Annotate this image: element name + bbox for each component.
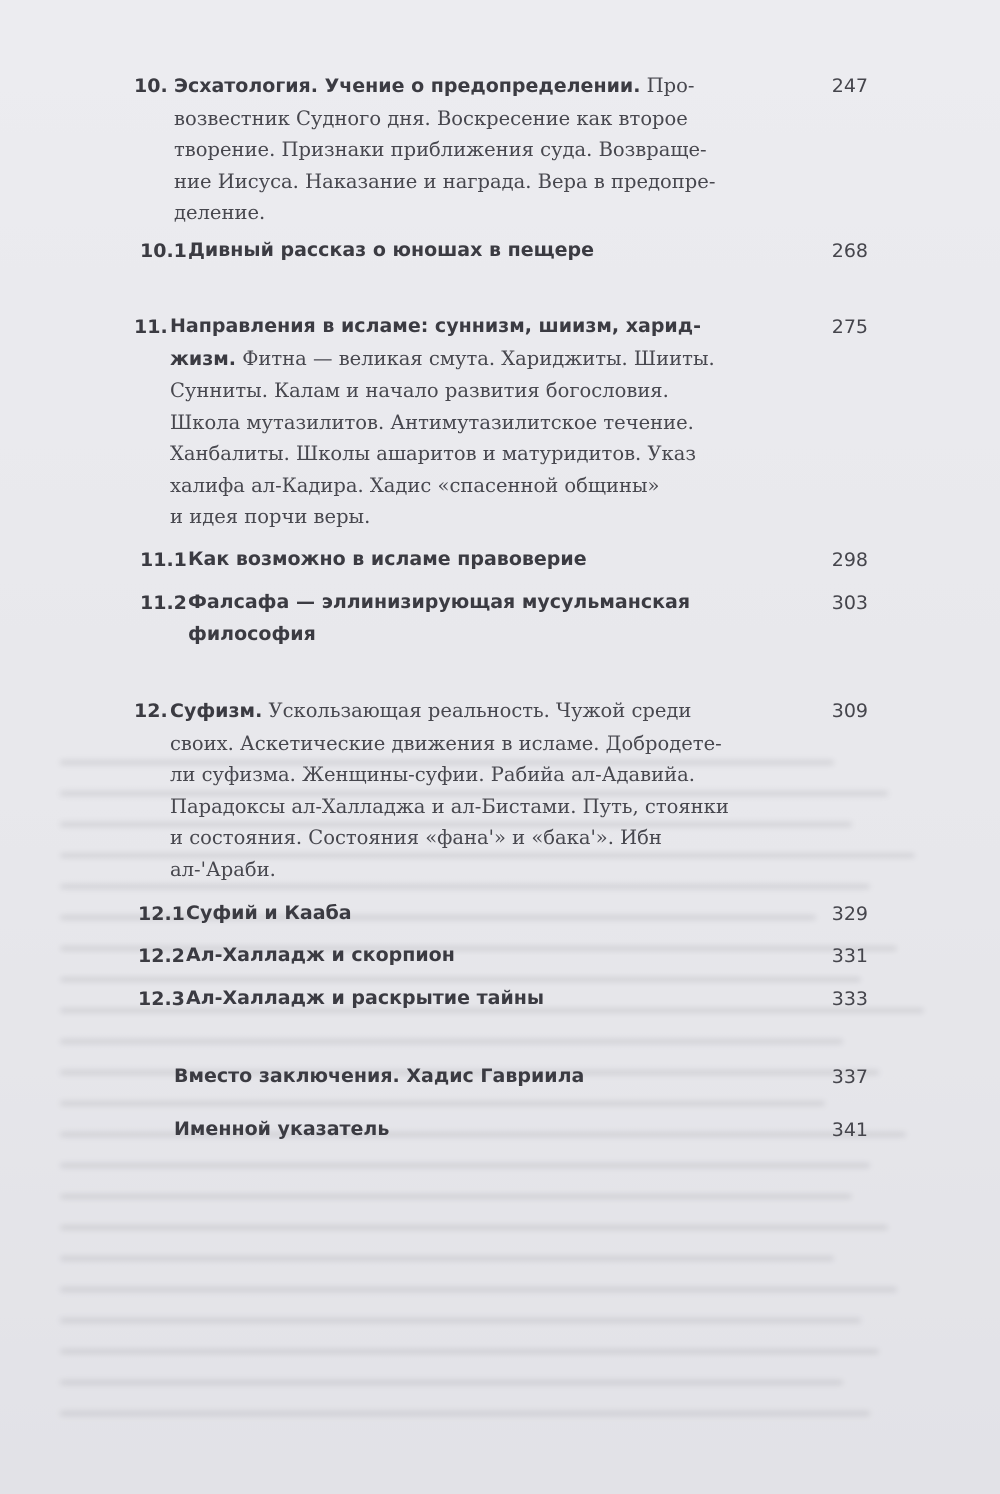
entry-desc-line: и идея порчи веры. [170,505,371,528]
entry-title: Ал-Халладж и раскрытие тайны [186,987,545,1009]
entry-page-number: 275 [831,316,868,338]
entry-title: Именной указатель [174,1118,390,1140]
entry-desc-line: ал-'Араби. [170,857,276,881]
entry-number: 12. [134,700,168,722]
entry-page-number: 333 [831,988,868,1010]
entry-page-number: 303 [831,592,868,614]
entry-number: 12.2 [138,945,185,967]
entry-page-number: 337 [831,1066,868,1088]
entry-page-number: 341 [831,1119,868,1141]
entry-title-line: Фалсафа — эллинизирующая мусульманская [188,591,691,613]
entry-title-line: философия [188,622,316,645]
entry-title: Эсхатология. Учение о предопределении. [174,75,641,97]
entry-number: 11.1 [140,549,187,571]
entry-desc-line: деление. [174,201,266,224]
entry-title: Как возможно в исламе правоверие [188,548,587,570]
entry-desc-line: Ханбалиты. Школы ашаритов и матуридитов. Указ [170,442,696,465]
entry-page-number: 309 [831,700,868,722]
entry-text [174,70,764,229]
entry-number: 12.1 [138,903,185,925]
entry-page-number: 298 [831,549,868,571]
entry-desc-line: Сунниты. Калам и начало развития богословия. [170,379,669,402]
entry-desc-line: халифа ал-Кадира. Хадис «спасенной общины» [170,473,660,497]
entry-text [170,695,760,885]
entry-desc-line: возвестник Судного дня. Воскресение как второе [174,106,688,130]
entry-text [170,311,760,533]
entry-number: 11.2 [140,592,187,614]
entry-desc-line: Школа мутазилитов. Антимутазилитское течение. [170,410,694,434]
entry-title: Дивный рассказ о юношах в пещере [188,239,595,261]
entry-title: Суфизм. [170,700,263,722]
entry-number: 12.3 [138,988,185,1010]
entry-title: Суфий и Кааба [186,902,352,924]
entry-title-line: жизм. [170,347,237,370]
entry-page-number: 329 [831,903,868,925]
entry-title: Ал-Халладж и скорпион [186,944,455,966]
entry-title-line: Направления в исламе: суннизм, шиизм, харид- [170,315,701,337]
entry-desc-line: Парадоксы ал-Халладжа и ал-Бистами. Путь, стоянки [170,794,729,818]
entry-number: 11. [134,316,168,338]
entry-page-number: 331 [831,945,868,967]
entry-desc-line: Про- [640,74,695,97]
entry-desc-line: Фитна — великая смута. Хариджиты. Шииты. [236,346,715,370]
entry-page-number: 268 [831,240,868,262]
entry-desc-line: ние Иисуса. Наказание и награда. Вера в предопре- [174,169,716,193]
entry-desc-line: ли суфизма. Женщины-суфии. Рабийа ал-Адавийа. [170,763,695,786]
entry-desc-line: своих. Аскетические движения в исламе. Добродете- [170,731,722,755]
entry-number: 10.1 [140,240,187,262]
entry-title [188,587,778,650]
entry-title: Вместо заключения. Хадис Гавриила [174,1065,585,1087]
entry-desc-line: творение. Признаки приближения суда. Возвраще- [174,138,707,161]
entry-desc-line: и состояния. Состояния «фана'» и «бака'». Ибн [170,826,662,849]
entry-desc-line: Ускользающая реальность. Чужой среди [262,699,692,722]
entry-number: 10. [134,75,168,97]
entry-page-number: 247 [831,75,868,97]
